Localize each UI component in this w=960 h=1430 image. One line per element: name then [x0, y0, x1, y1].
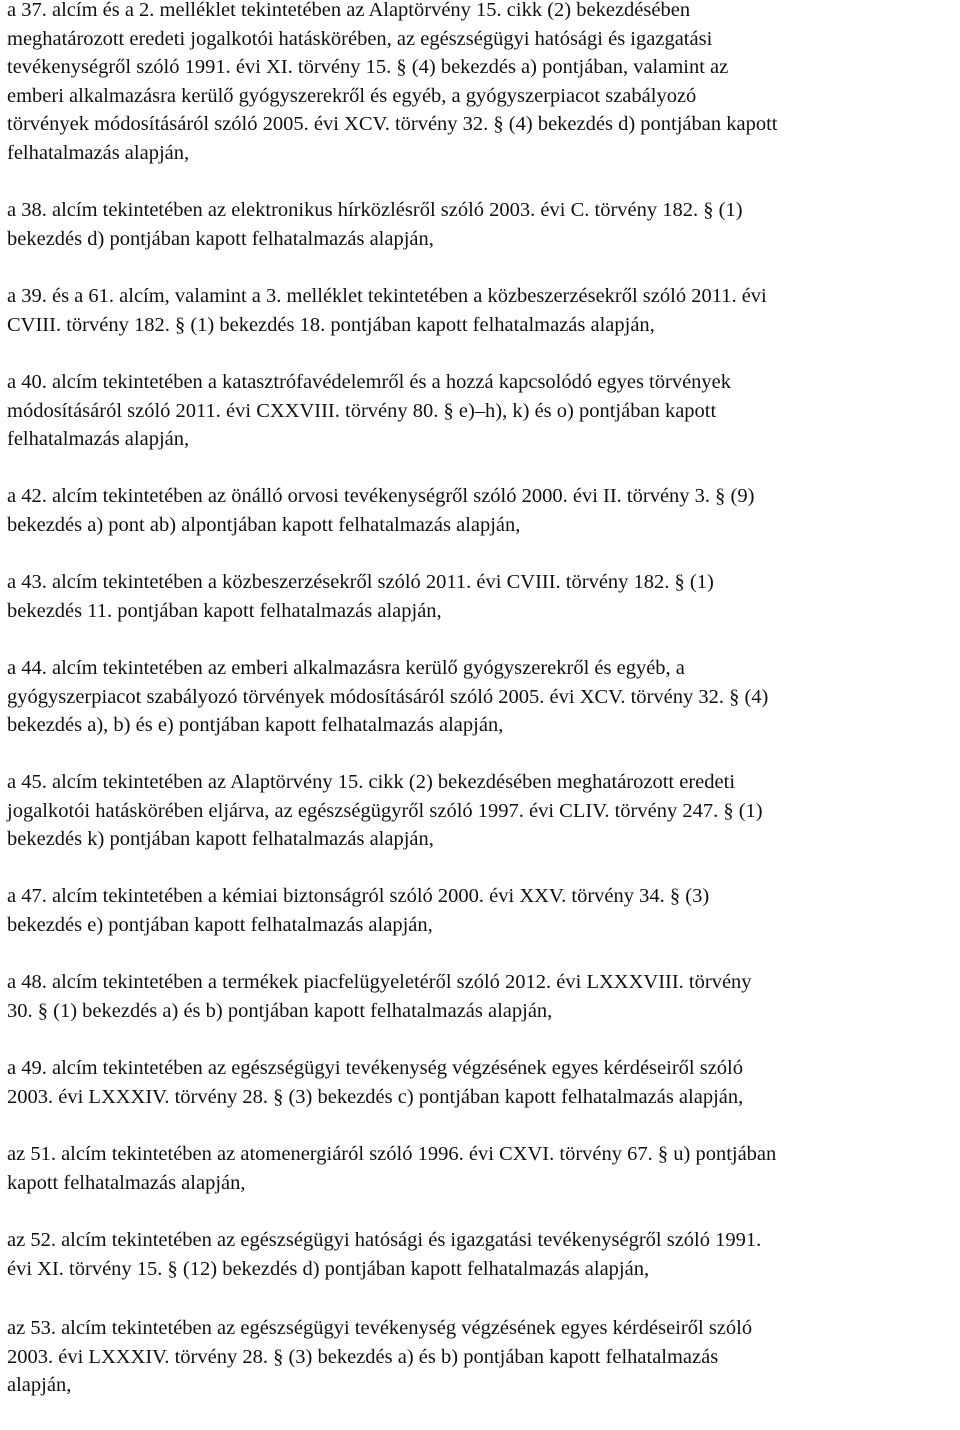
- paragraph-alcim-52: [7, 1226, 955, 1283]
- text-line: a 43. alcím tekintetében a közbeszerzésekről szóló 2011. évi CVIII. törvény 182. § (1): [7, 571, 714, 593]
- paragraph-alcim-53: [7, 1314, 955, 1400]
- text-line: a 49. alcím tekintetében az egészségügyi tevékenység végzésének egyes kérdéseiről szóló: [7, 1057, 743, 1079]
- text-line: jogalkotói hatáskörében eljárva, az egészségügyről szóló 1997. évi CLIV. törvény 247. § (1): [7, 799, 763, 822]
- text-line: a 42. alcím tekintetében az önálló orvosi tevékenységről szóló 2000. évi II. törvény 3. § (9): [7, 485, 755, 507]
- text-line: a 40. alcím tekintetében a katasztrófavédelemről és a hozzá kapcsolódó egyes törvények: [7, 371, 732, 393]
- text-line: 30. § (1) bekezdés a) és b) pontjában kapott felhatalmazás alapján,: [7, 999, 553, 1022]
- text-line: a 44. alcím tekintetében az emberi alkalmazásra kerülő gyógyszerekről és egyéb, a: [7, 657, 685, 679]
- text-line: törvények módosításáról szóló 2005. évi XCV. törvény 32. § (4) bekezdés d) pontjában kapott: [7, 113, 778, 136]
- text-line: bekezdés e) pontjában kapott felhatalmazás alapján,: [7, 913, 433, 936]
- text-line: CVIII. törvény 182. § (1) bekezdés 18. pontjában kapott felhatalmazás alapján,: [7, 313, 655, 336]
- paragraph-alcim-45: [7, 768, 955, 854]
- paragraph-alcim-39-61: [7, 282, 955, 339]
- text-line: 2003. évi LXXXIV. törvény 28. § (3) bekezdés c) pontjában kapott felhatalmazás alapján,: [7, 1085, 744, 1108]
- paragraph-alcim-49: [7, 1054, 955, 1111]
- text-line: bekezdés a), b) és e) pontjában kapott felhatalmazás alapján,: [7, 714, 504, 737]
- paragraph-alcim-48: [7, 968, 955, 1025]
- text-line: felhatalmazás alapján,: [7, 428, 190, 451]
- paragraph-alcim-47: [7, 882, 955, 939]
- paragraph-alcim-44: [7, 654, 955, 740]
- paragraph-alcim-51: [7, 1140, 955, 1197]
- text-line: az 51. alcím tekintetében az atomenergiáról szóló 1996. évi CXVI. törvény 67. § u) pontjában: [7, 1143, 777, 1165]
- text-line: kapott felhatalmazás alapján,: [7, 1171, 246, 1194]
- text-line: a 37. alcím és a 2. melléklet tekintetében az Alaptörvény 15. cikk (2) bekezdésében: [7, 0, 691, 21]
- paragraph-alcim-42: [7, 482, 955, 539]
- text-line: bekezdés d) pontjában kapott felhatalmazás alapján,: [7, 227, 434, 250]
- paragraph-alcim-37: [7, 0, 955, 168]
- text-line: bekezdés k) pontjában kapott felhatalmazás alapján,: [7, 828, 434, 851]
- text-line: emberi alkalmazásra kerülő gyógyszerekről és egyéb, a gyógyszerpiacot szabályozó: [7, 84, 697, 107]
- paragraph-alcim-38: [7, 196, 955, 253]
- text-line: bekezdés a) pont ab) alpontjában kapott felhatalmazás alapján,: [7, 513, 521, 536]
- text-line: az 52. alcím tekintetében az egészségügyi hatósági és igazgatási tevékenységről szóló 1991.: [7, 1229, 762, 1251]
- paragraph-alcim-43: [7, 568, 955, 625]
- text-line: a 38. alcím tekintetében az elektronikus hírközlésről szóló 2003. évi C. törvény 182. § (1): [7, 199, 743, 221]
- text-line: az 53. alcím tekintetében az egészségügyi tevékenység végzésének egyes kérdéseiről szóló: [7, 1317, 753, 1339]
- text-line: meghatározott eredeti jogalkotói hatáskörében, az egészségügyi hatósági és igazgatási: [7, 27, 713, 50]
- paragraph-alcim-40: [7, 368, 955, 454]
- text-line: módosításáról szóló 2011. évi CXXVIII. törvény 80. § e)–h), k) és o) pontjában kapott: [7, 399, 717, 422]
- text-line: bekezdés 11. pontjában kapott felhatalmazás alapján,: [7, 599, 442, 622]
- text-line: évi XI. törvény 15. § (12) bekezdés d) pontjában kapott felhatalmazás alapján,: [7, 1257, 650, 1280]
- text-line: alapján,: [7, 1374, 72, 1397]
- text-line: a 45. alcím tekintetében az Alaptörvény 15. cikk (2) bekezdésében meghatározott eredeti: [7, 771, 736, 793]
- text-line: tevékenységről szóló 1991. évi XI. törvény 15. § (4) bekezdés a) pontjában, valamint az: [7, 56, 729, 79]
- text-line: 2003. évi LXXXIV. törvény 28. § (3) bekezdés a) és b) pontjában kapott felhatalmazás: [7, 1345, 719, 1368]
- text-line: a 48. alcím tekintetében a termékek piacfelügyeletéről szóló 2012. évi LXXXVIII. törvény: [7, 971, 752, 993]
- text-line: a 47. alcím tekintetében a kémiai biztonságról szóló 2000. évi XXV. törvény 34. § (3): [7, 885, 710, 907]
- text-line: felhatalmazás alapján,: [7, 141, 190, 164]
- text-line: gyógyszerpiacot szabályozó törvények módosításáról szóló 2005. évi XCV. törvény 32. § (4): [7, 685, 769, 708]
- text-line: a 39. és a 61. alcím, valamint a 3. melléklet tekintetében a közbeszerzésekről szóló 2011. évi: [7, 285, 767, 307]
